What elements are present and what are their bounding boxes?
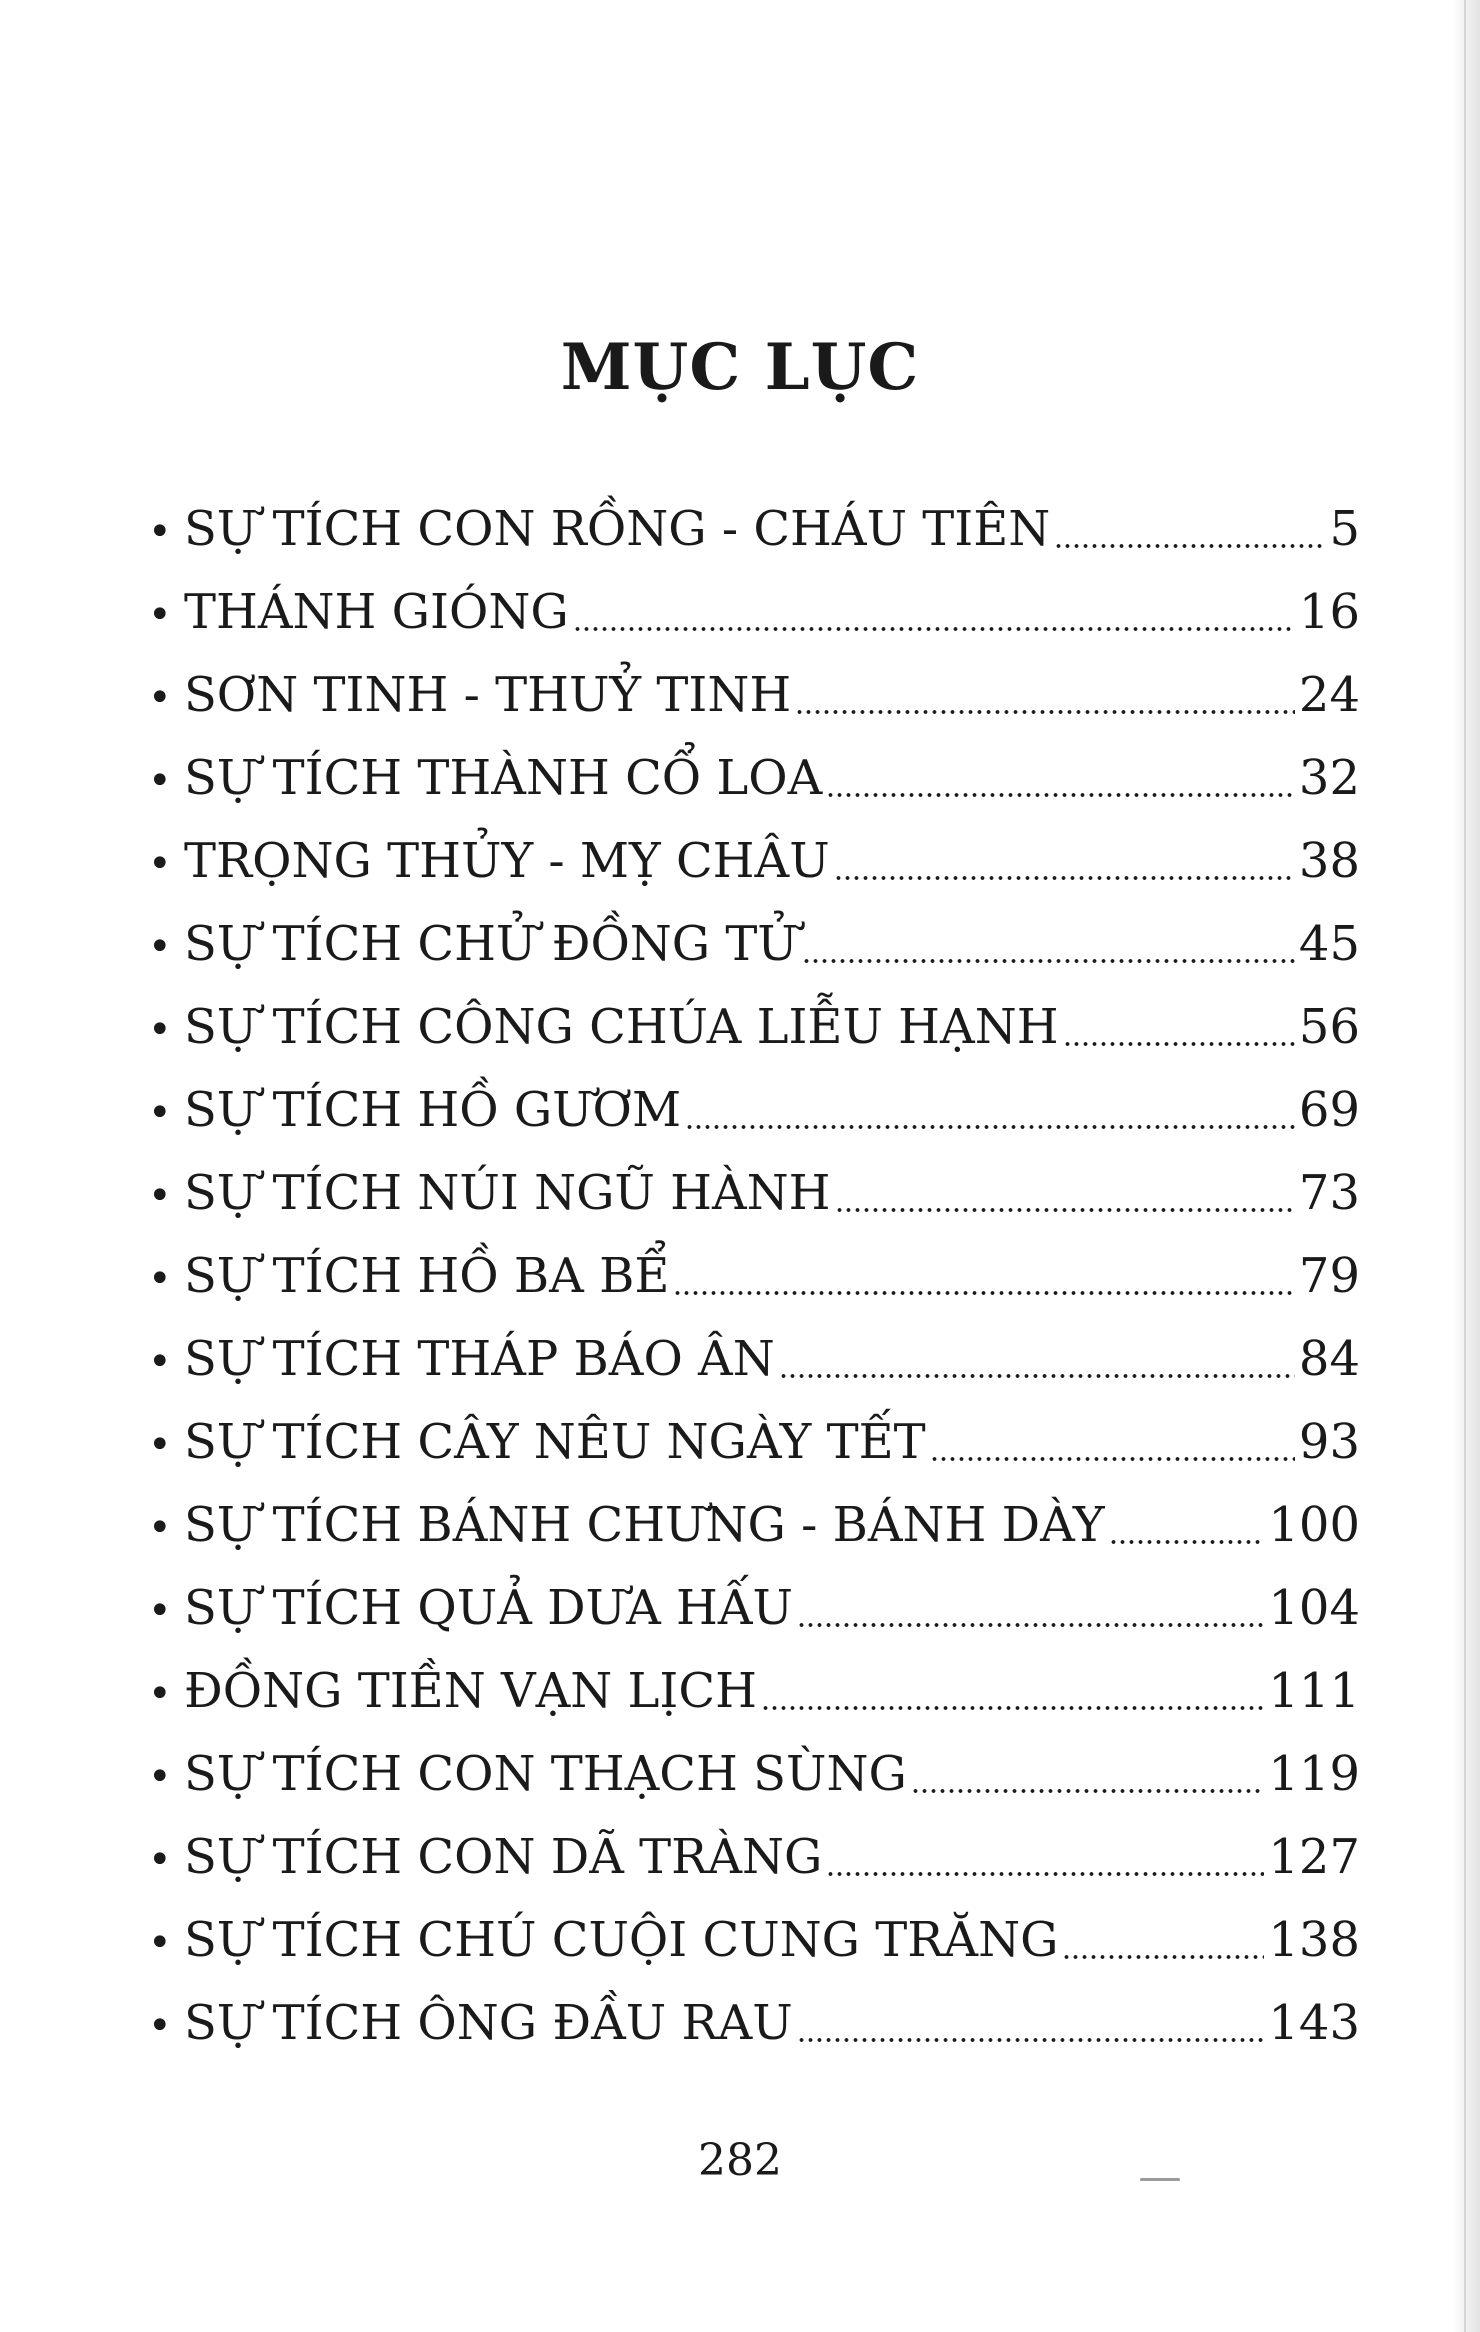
toc-entry-page-number: 45 [1298,916,1360,972]
bullet-icon: • [148,1505,172,1551]
toc-entry-title: SỰ TÍCH NÚI NGŨ HÀNH [184,1165,831,1221]
toc-entry-title: SỰ TÍCH CON RỒNG - CHÁU TIÊN [184,501,1051,557]
toc-entry-page-number: 127 [1268,1829,1360,1885]
toc-entry[interactable] [148,654,1360,737]
dot-leader [1054,543,1325,549]
page-title: MỤC LỤC [560,330,920,405]
dot-leader [573,626,1295,632]
bullet-icon: • [148,1173,172,1219]
toc-entry-page-number: 79 [1298,1248,1360,1304]
toc-entry[interactable] [148,1069,1360,1152]
dot-leader [1109,1539,1265,1545]
scan-smudge [1140,2178,1180,2181]
toc-entry-title: SỰ TÍCH CÂY NÊU NGÀY TẾT [184,1414,926,1470]
bullet-icon: • [148,509,172,555]
bullet-icon: • [148,1339,172,1385]
bullet-icon: • [148,2003,172,2049]
toc-entry-title: SỰ TÍCH HỒ BA BỂ [184,1248,670,1304]
toc-entry-page-number: 93 [1298,1414,1360,1470]
toc-entry[interactable] [148,1816,1360,1899]
bullet-icon: • [148,1837,172,1883]
dot-leader [834,875,1295,881]
toc-entry[interactable] [148,820,1360,903]
toc-entry-title: SỰ TÍCH THÁP BÁO ÂN [184,1331,775,1387]
toc-entry-title: SỰ TÍCH CON DÃ TRÀNG [184,1829,823,1885]
toc-entry-page-number: 111 [1268,1663,1360,1719]
toc-entry[interactable] [148,1733,1360,1816]
toc-entry-page-number: 143 [1268,1995,1360,2051]
toc-entry-title: TRỌNG THỦY - MỴ CHÂU [184,833,830,889]
dot-leader [797,2037,1265,2043]
bullet-icon: • [148,1754,172,1800]
toc-entry-page-number: 5 [1329,501,1360,557]
toc-entry[interactable] [148,986,1360,1069]
toc-entry-page-number: 104 [1268,1580,1360,1636]
dot-leader [930,1456,1295,1462]
toc-entry-title: SỰ TÍCH HỒ GƯƠM [184,1082,682,1138]
toc-entry-title: SỰ TÍCH CON THẠCH SÙNG [184,1746,907,1802]
toc-entry[interactable] [148,1567,1360,1650]
bullet-icon: • [148,675,172,721]
toc-entry[interactable] [148,1235,1360,1318]
toc-entry-title: THÁNH GIÓNG [184,584,569,640]
toc-entry-page-number: 138 [1268,1912,1360,1968]
bullet-icon: • [148,1007,172,1053]
dot-leader [673,1290,1295,1296]
toc-entry-page-number: 32 [1298,750,1360,806]
toc-entry[interactable] [148,903,1360,986]
toc-entry-page-number: 56 [1298,999,1360,1055]
bullet-icon: • [148,758,172,804]
dot-leader [779,1373,1295,1379]
toc-entry[interactable] [148,1318,1360,1401]
toc-entry[interactable] [148,1650,1360,1733]
toc-entry-title: SƠN TINH - THUỶ TINH [184,667,792,723]
bullet-icon: • [148,1422,172,1468]
toc-entry-page-number: 16 [1298,584,1360,640]
toc-entry-title: ĐỒNG TIỀN VẠN LỊCH [184,1663,757,1719]
bullet-icon: • [148,592,172,638]
dot-leader [911,1788,1265,1794]
dot-leader [797,1622,1264,1628]
bullet-icon: • [148,1090,172,1136]
toc-entry-page-number: 119 [1268,1746,1360,1802]
dot-leader [1062,1954,1264,1960]
toc-entry-title: SỰ TÍCH CÔNG CHÚA LIỄU HẠNH [184,999,1059,1055]
dot-leader [685,1124,1295,1130]
footer-page-number: 282 [698,2135,782,2186]
bullet-icon: • [148,1256,172,1302]
bullet-icon: • [148,924,172,970]
toc-entry[interactable] [148,737,1360,820]
bullet-icon: • [148,841,172,887]
toc-entry[interactable] [148,1401,1360,1484]
toc-entry-page-number: 73 [1298,1165,1360,1221]
toc-entry-title: SỰ TÍCH BÁNH CHƯNG - BÁNH DÀY [184,1497,1105,1553]
toc-entry-title: SỰ TÍCH ÔNG ĐẦU RAU [184,1995,793,2051]
toc-entry-page-number: 24 [1298,667,1360,723]
toc-entry-page-number: 84 [1298,1331,1360,1387]
toc-entry[interactable] [148,1899,1360,1982]
dot-leader [826,792,1295,798]
toc-entry-page-number: 69 [1298,1082,1360,1138]
toc-entry-title: SỰ TÍCH CHỬ ĐỒNG TỬ [184,916,798,972]
toc-entry-title: SỰ TÍCH CHÚ CUỘI CUNG TRĂNG [184,1912,1059,1968]
dot-leader [1063,1041,1295,1047]
dot-leader [835,1207,1295,1213]
bullet-icon: • [148,1920,172,1966]
bullet-icon: • [148,1588,172,1634]
toc-entry[interactable] [148,1484,1360,1567]
toc-entry-title: SỰ TÍCH THÀNH CỔ LOA [184,750,823,806]
toc-entry[interactable] [148,1982,1360,2065]
toc-entry[interactable] [148,1152,1360,1235]
table-of-contents [148,488,1360,2065]
toc-entry-title: SỰ TÍCH QUẢ DƯA HẤU [184,1580,793,1636]
toc-entry[interactable] [148,571,1360,654]
dot-leader [795,709,1295,715]
dot-leader [761,1705,1264,1711]
toc-entry-page-number: 38 [1298,833,1360,889]
bullet-icon: • [148,1671,172,1717]
dot-leader [826,1871,1264,1877]
dot-leader [802,958,1295,964]
toc-entry[interactable] [148,488,1360,571]
toc-entry-page-number: 100 [1268,1497,1360,1553]
